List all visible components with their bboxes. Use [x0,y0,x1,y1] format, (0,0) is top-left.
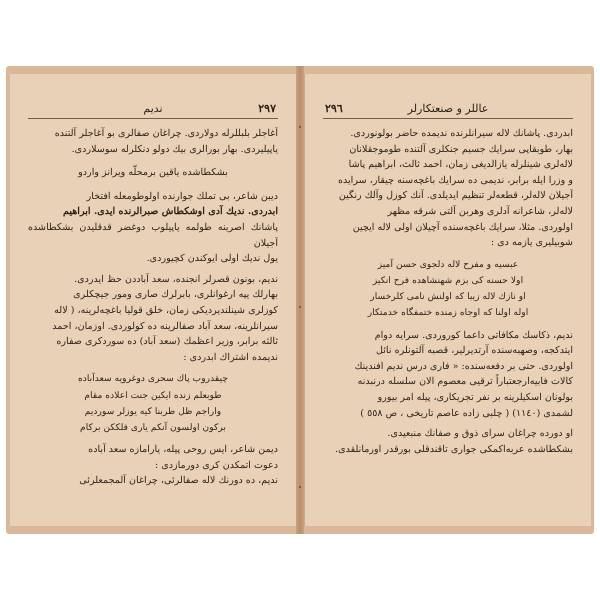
left-page-body [28,126,278,518]
text-line: ابدردی. ندیك آدی اوشكطاش صبرالرنده ایدی. ابراهیم [62,206,278,218]
text-line: كوزلری شینلندیردیكی زمان، خلق قولیا باغچه‌لرینه، ( لاله [54,304,278,316]
text-line: یول ندیك اولی ایوكندن كچیوردی. [146,253,278,265]
verse-line: عبسیه و مفرح لاله دلجوی حسن آمیز [377,258,519,270]
verse-line: طوبعلم زنده ایكین جنت اعلاده مقام [84,389,222,401]
text-line: كالات فابیه‌ارجعتباراً ترقیی معصوم الان سلسله درنبدنه [357,376,573,388]
verse-line: برکون اولسون آنكم یاری فلككن بركام [80,421,226,433]
text-line: پاشانك اصرینه طولمه یاپیلوب دوغضر قدقلیدن بشكطاشده آجیلان [28,221,278,249]
open-book [6,66,594,534]
book-gutter [296,66,304,534]
text-line: لشمدی (١١٤٠) ( چلبی زاده عاصم تاریخی ، ص ٥٥٨ ) [360,407,573,419]
text-line: لاله‌لری شینلرله یازالدیغی زمان، احمد ثالث، ابراهیم پاشا [348,159,573,171]
spine-mark [299,306,301,308]
text-line: و وزرا ایله برابر، ندیمی ده سرایك باغچه‌سنه چیقار، سرایده [337,174,573,186]
text-line: دیمن شاعر، ایس روحی پیله، یارامازه سعد آباده [88,444,278,456]
text-line: ندیمده اشتراك ابدردی : [183,351,278,363]
text-line: ندیم، بونون قصرلر انجنده، سعد آباددن حظ ایدردی. [74,273,278,285]
text-line: بشكطاشده عربه‌اكمكی جواری تاقندقلی بورقدر اورمانلقدی. [335,443,573,455]
page-number: ٢٩٧ [258,102,276,115]
text-line: یاپیلیردی. بهار بورالری بیك دولو دنكلرله سوسلاردی. [71,143,278,155]
verse-line: واراجم ظل طربنا كیه یوزلر سوردیم [84,405,222,417]
verse-line: اوله اولنا که اوجاه زمنده ختمفگاه خدمتكار [367,307,529,319]
spine-mark [299,486,301,488]
text-line: اولوردی. مثلا، سرایك باغچه‌سنده آچیلان اولی لاله ایچین [352,221,573,233]
left-page-header [30,102,276,116]
text-line: بهار، طوبقاپی سرایك جسیم جنكلری آلتنده طوموجقلانان [349,143,573,155]
verse-line: اولا حسنه کی بزم شهنشاهده فرح انكیز [372,274,524,286]
left-page [10,74,297,526]
right-page-header [325,102,571,116]
text-line: ندیم، ذكاسك مكافاتی داعما كوروردی. سرایه دوام [374,329,573,341]
verse-line: چیقدروب پاك سحری دوغرویه سعدآباده [77,373,229,385]
text-line: دعوت اتمكدن كری دورمازدی : [154,459,278,471]
text-line: ندیم، ده دورنك لاله صفالرئی، چراغان آلمجمعلرئی [79,475,278,487]
subheading: بشكطاشده یاقین برمحلّه ویرانز واردو [78,167,228,179]
text-line: بهارلك یپه ارغوانلری، بابرلرك صاری ومور جیچكلری [73,289,278,301]
right-page-body [323,126,573,518]
text-line: آغاجلر بلبللرله دولاردی. چراغان صفالری بو آغاجلر آلتنده [54,128,278,139]
text-line: شوبیلیری یازمه دی : [490,237,573,249]
text-line: دیبن شاعر، بی تملك جوارنده اولوطومعله افتخار [86,190,278,202]
text-line: آجیلان لاله‌لر، قطعه‌لر تنظیم ایدیلدی. آنك كوزل وآلك رنگین [338,190,573,202]
right-page [304,74,591,526]
header-rule [28,118,278,119]
spine-mark [299,126,301,128]
text-line: ابدردی. پاشانك لاله سیرانلرنده ندیمده حاضر بولونوردی. [350,128,573,139]
text-line: لاله‌لر، شاعرانه آدلری وهربن آلتی شرقه مظهر [387,205,573,217]
text-line: او دورده چراغان سرای ذوق و صفانك منبعیدی. [387,428,573,440]
header-rule [323,118,573,119]
running-head: ندیم [143,102,163,115]
text-line: ایتدكجه، وصهبه‌سنده آرتدیرلیر، قصبه آلتونلره نائل [375,345,573,357]
verse-line: او نازك لاله زیبا که اولنش نامی کلرخسار [370,291,526,303]
text-line: ثالثه برابر، وزیر اعظمك (سعد آباد) ده سوردكری صفاره [56,336,278,348]
page-number: ٢٩٦ [325,102,343,115]
text-line: بولونان اسكیلرینه بر نفر تجریكاری، پیله امر بیورو [377,391,573,403]
running-head: عاللر و صنعتكارلر [407,102,489,115]
text-line: اولوردی. حتی بر دفعه‌سنده: « فاری درس ندیم افندینك [354,360,573,372]
text-line: سیرانلرینه، سعد آباد صفالرینه ده كولوردی. اوزمان، احمد [52,320,278,332]
